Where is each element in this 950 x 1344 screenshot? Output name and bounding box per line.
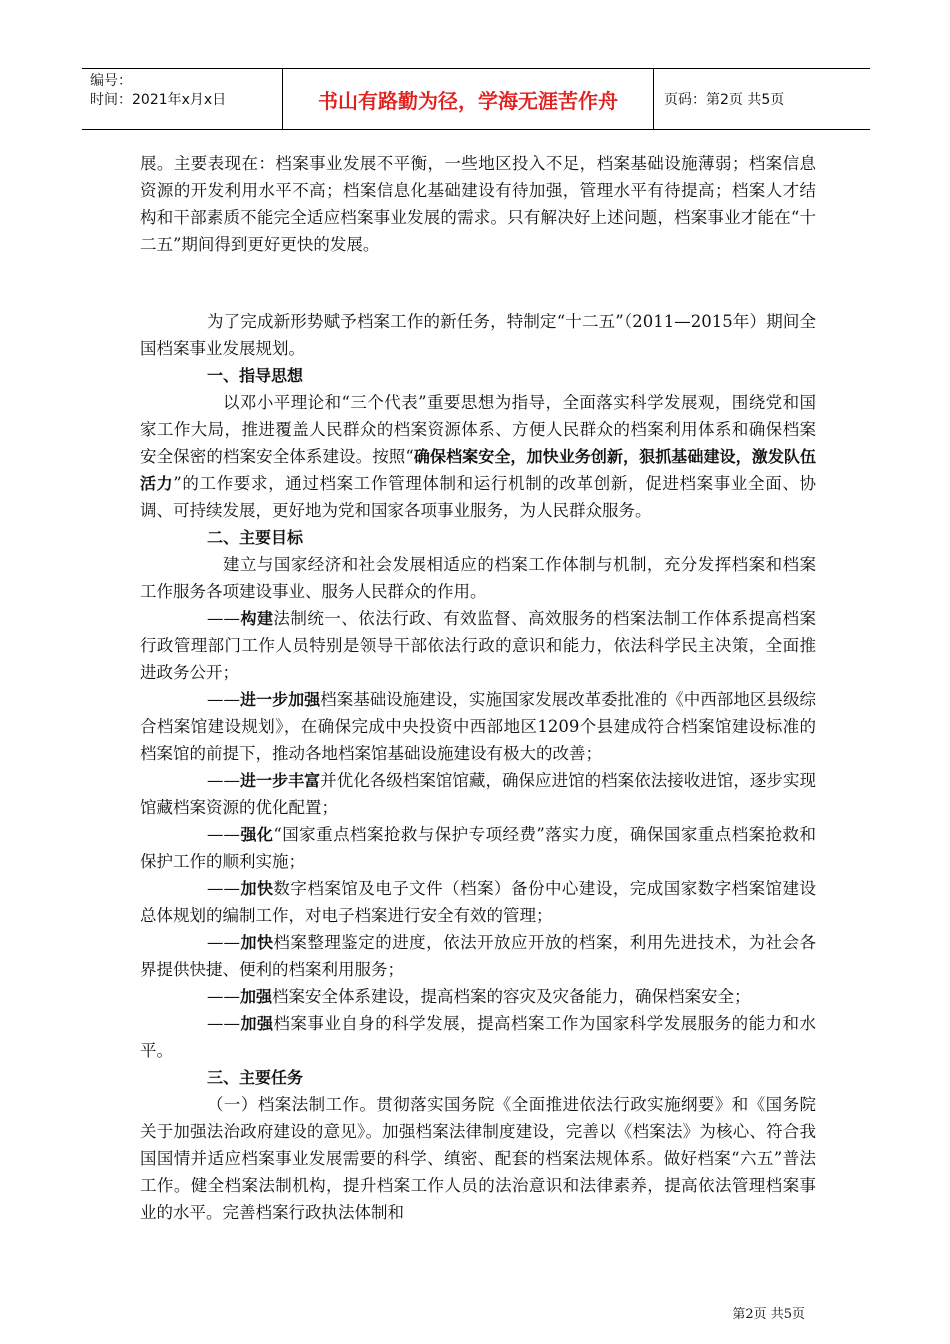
heading-guiding-thought: 一、指导思想 (207, 366, 304, 385)
paragraph-continued: 展。主要表现在：档案事业发展不平衡，一些地区投入不足，档案基础设施薄弱；档案信息资源的开发利用水平不高；档案信息化基础建设有待加强，管理水平有待提高；档案人才结构和干部素质不能完全适应档案事业发展的需求。只有解决好上述问题，档案事业才能在“十二五”期间得到更好更快的发展。 (140, 154, 816, 254)
header-page-label: 页码：第2页 共5页 (664, 92, 785, 108)
header-meta (82, 69, 282, 129)
paragraph-main-goals: 建立与国家经济和社会发展相适应的档案工作体制与机制，充分发挥档案和档案工作服务各项建设事业、服务人民群众的作用。 (140, 555, 816, 601)
goal-item: ——加强档案事业自身的科学发展，提高档案工作为国家科学发展服务的能力和水平。 (140, 1014, 816, 1060)
goal-item: ——进一步加强档案基础设施建设，实施国家发展改革委批准的《中西部地区县级综合档案馆建设规划》，在确保完成中央投资中西部地区1209个县建成符合档案馆建设标准的档案馆的前提下，推动各地档案馆基础设施建设有极大的改善； (140, 690, 816, 763)
page-footer: 第2页 共5页 (732, 1307, 805, 1322)
header-motto: 书山有路勤为径，学海无涯苦作舟 (282, 69, 654, 129)
goal-item: ——加强档案安全体系建设，提高档案的容灾及灾备能力，确保档案安全； (207, 987, 751, 1006)
goal-item: ——加快数字档案馆及电子文件（档案）备份中心建设，完成国家数字档案馆建设总体规划的编制工作，对电子档案进行安全有效的管理； (140, 879, 816, 925)
goal-item: ——强化“国家重点档案抢救与保护专项经费”落实力度，确保国家重点档案抢救和保护工作的顺利实施； (140, 825, 816, 871)
paragraph-intro: 为了完成新形势赋予档案工作的新任务，特制定“十二五”（2011—2015年）期间全国档案事业发展规划。 (140, 312, 816, 358)
goal-item: ——进一步丰富并优化各级档案馆馆藏，确保应进馆的档案依法接收进馆，逐步实现馆藏档案资源的优化配置； (140, 771, 816, 817)
date-label: 时间：2021年x月x日 (90, 92, 227, 108)
number-label: 编号： (90, 73, 132, 89)
heading-main-tasks: 三、主要任务 (207, 1068, 304, 1087)
document-body (140, 150, 816, 1226)
paragraph-legal-work: （一）档案法制工作。贯彻落实国务院《全面推进依法行政实施纲要》和《国务院关于加强法治政府建设的意见》。加强档案法律制度建设，完善以《档案法》为核心、符合我国国情并适应档案事业发展需要的科学、缜密、配套的档案法规体系。做好档案“六五”普法工作。健全档案法制机构，提升档案工作人员的法治意识和法律素养，提高依法管理档案事业的水平。完善档案行政执法体制和 (140, 1095, 816, 1222)
paragraph-guiding-thought: 以邓小平理论和“三个代表”重要思想为指导，全面落实科学发展观，围绕党和国家工作大局，推进覆盖人民群众的档案资源体系、方便人民群众的档案利用体系和确保档案安全保密的档案安全体系建设。按照“确保档案安全，加快业务创新，狠抓基础建设，激发队伍活力”的工作要求，通过档案工作管理体制和运行机制的改革创新，促进档案事业全面、协调、可持续发展，更好地为党和国家各项事业服务，为人民群众服务。 (140, 393, 816, 520)
goal-item: ——加快档案整理鉴定的进度，依法开放应开放的档案，利用先进技术，为社会各界提供快捷、便利的档案利用服务； (140, 933, 816, 979)
heading-main-goals: 二、主要目标 (207, 528, 304, 547)
emphasis-text: 确保档案安全，加快业务创新，狠抓基础建设，激发队伍活力 (140, 447, 816, 493)
page-header (82, 68, 870, 130)
goal-item: ——构建法制统一、依法行政、有效监督、高效服务的档案法制工作体系提高档案行政管理部门工作人员特别是领导干部依法行政的意识和能力，依法科学民主决策，全面推进政务公开； (140, 609, 816, 682)
